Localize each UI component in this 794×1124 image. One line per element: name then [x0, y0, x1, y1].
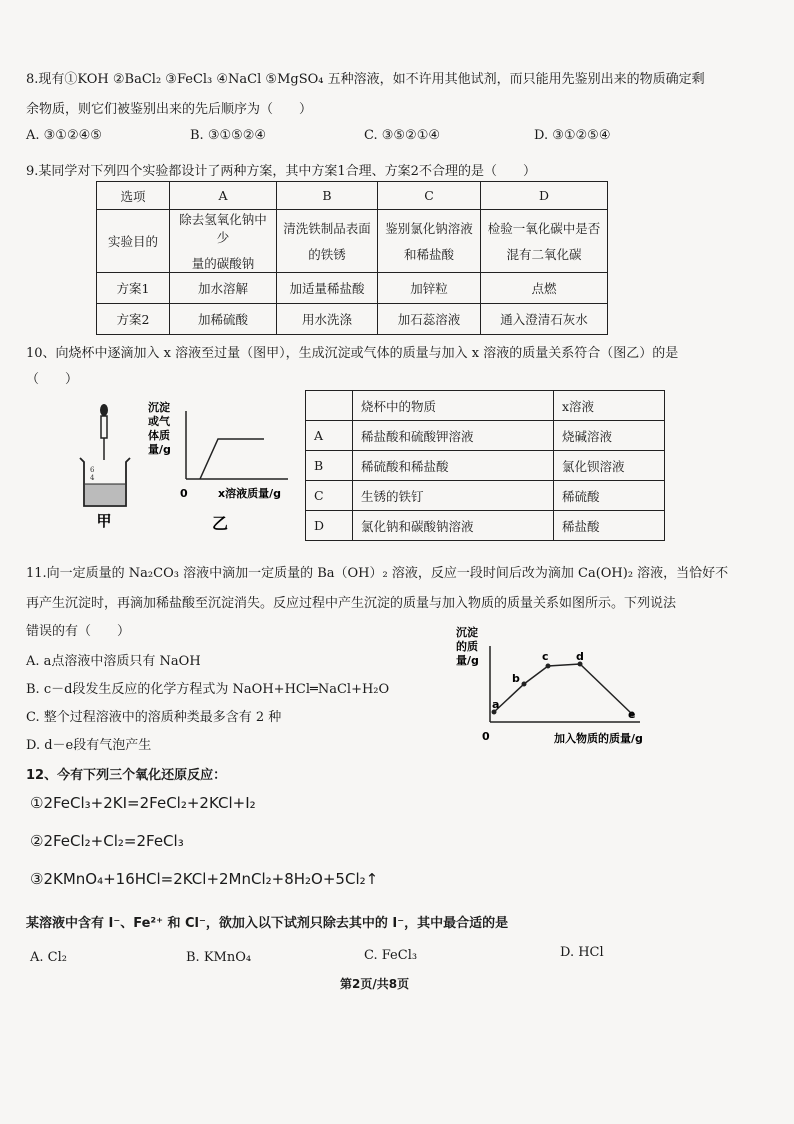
q8-option-c: C. ③⑤②①④: [364, 128, 441, 143]
q9-purpose-b: [277, 210, 378, 273]
q11-ylabel: 沉淀: [456, 626, 478, 639]
q9-plan2-cell: 通入澄清石灰水: [481, 304, 608, 335]
q10-graph: [140, 395, 300, 535]
q11-stem-line3: 错误的有（ ）: [26, 624, 131, 639]
svg-text:6: 6: [90, 466, 95, 474]
q11-option-c: C. 整个过程溶液中的溶质种类最多含有 2 种: [26, 710, 282, 725]
q10-ylabel: 沉淀: [148, 401, 170, 414]
q10-xlabel: x溶液质量/g: [218, 487, 281, 500]
q9-plan1-cell: 加适量稀盐酸: [277, 273, 378, 304]
q12-question: 某溶液中含有 I⁻、Fe²⁺ 和 Cl⁻，欲加入以下试剂只除去其中的 I⁻，其中最合适的是: [26, 916, 509, 931]
q9-purpose-a-line: 量的碳酸钠: [191, 256, 255, 271]
q10-stem: 10、向烧杯中逐滴加入 x 溶液至过量（图甲），生成沉淀或气体的质量与加入 x 溶液的质量关系符合（图乙）的是: [26, 346, 679, 361]
q10-cell: 稀盐酸: [554, 511, 665, 541]
q9-plan1-label: 方案1: [97, 273, 170, 304]
q12-option-d: D. HCl: [560, 945, 604, 960]
q9-purpose-c-line: 和稀盐酸: [403, 247, 454, 262]
q9-plan1-cell: 加锌粒: [378, 273, 481, 304]
q11-stem-line2: 再产生沉淀时，再滴加稀盐酸至沉淀消失。反应过程中产生沉淀的质量与加入物质的质量关系如图所示。下列说法: [26, 596, 677, 611]
q9-purpose-a: [170, 210, 277, 273]
q10-curve: [200, 439, 264, 479]
q9-plan2-row: [97, 304, 608, 335]
q10-ylabel: 体质: [148, 429, 170, 442]
q9-purpose-d-line: 混有二氧化碳: [506, 247, 582, 262]
q11-option-d: D. d－e段有气泡产生: [26, 738, 152, 753]
q10-table: [305, 390, 665, 541]
q10-cell: 稀硫酸和稀盐酸: [353, 451, 554, 481]
q11-label-d: d: [576, 650, 584, 663]
page-footer: 第2页/共8页: [340, 977, 410, 991]
q8-stem-line1: 8.现有①KOH ②BaCl₂ ③FeCl₃ ④NaCl ⑤MgSO₄ 五种溶液，如不许用其他试剂，而只能用先鉴别出来的物质确定剩: [26, 72, 705, 87]
q12-equation-3: ③2KMnO₄+16HCl=2KCl+2MnCl₂+8H₂O+5Cl₂↑: [30, 870, 379, 888]
q10-row-c: [306, 481, 665, 511]
svg-text:4: 4: [90, 474, 95, 482]
q12-equation-1: ①2FeCl₃+2KI=2FeCl₂+2KCl+I₂: [30, 794, 256, 812]
q9-plan2-cell: 用水洗涤: [277, 304, 378, 335]
q10-row-a: [306, 421, 665, 451]
q9-plan2-cell: 加石蕊溶液: [378, 304, 481, 335]
q10-origin: 0: [180, 487, 188, 500]
q8-option-a: A. ③①②④⑤: [26, 128, 102, 143]
q10-header-cell: [306, 391, 353, 421]
q11-ylabel: 量/g: [456, 654, 479, 667]
q9-table: [96, 181, 608, 335]
q10-cell: A: [306, 421, 353, 451]
q10-header-cell: 烧杯中的物质: [353, 391, 554, 421]
q8-stem-line2: 余物质，则它们被鉴别出来的先后顺序为（ ）: [26, 102, 313, 117]
q11-point-b: [522, 682, 527, 687]
q11-label-c: c: [542, 650, 549, 663]
q9-header-cell: B: [277, 182, 378, 210]
q11-option-a: A. a点溶液中溶质只有 NaOH: [26, 654, 201, 669]
q12-option-b: B. KMnO₄: [186, 950, 252, 965]
q10-ylabel: 量/g: [148, 443, 171, 456]
q9-purpose-c-line: 鉴别氯化钠溶液: [385, 221, 473, 236]
q11-point-c: [546, 664, 551, 669]
q10-cell: 生锈的铁钉: [353, 481, 554, 511]
q10-header-row: [306, 391, 665, 421]
q9-header-cell: A: [170, 182, 277, 210]
q9-purpose-label: 实验目的: [97, 210, 170, 273]
q12-option-c: C. FeCl₃: [364, 948, 418, 963]
q9-plan1-row: [97, 273, 608, 304]
q10-cell: 稀盐酸和硫酸钾溶液: [353, 421, 554, 451]
beaker-icon: [80, 458, 130, 506]
dropper-icon: [100, 404, 108, 460]
q11-graph: [450, 622, 660, 752]
q11-ylabel: 的质: [456, 640, 478, 653]
q10-row-d: [306, 511, 665, 541]
q10-cell: 氯化钠和碳酸钠溶液: [353, 511, 554, 541]
q11-option-b: B. c－d段发生反应的化学方程式为 NaOH+HCl═NaCl+H₂O: [26, 682, 390, 697]
q10-cell: 稀硫酸: [554, 481, 665, 511]
q9-plan2-cell: 加稀硫酸: [170, 304, 277, 335]
q9-header-cell: C: [378, 182, 481, 210]
q9-purpose-c: [378, 210, 481, 273]
q9-stem: 9.某同学对下列四个实验都设计了两种方案，其中方案1合理、方案2不合理的是（ ）: [26, 164, 536, 179]
q9-purpose-a-line: 除去氢氧化钠中少: [179, 212, 267, 245]
q10-ylabel: 或气: [148, 415, 170, 428]
q12-equation-2: ②2FeCl₂+Cl₂=2FeCl₃: [30, 832, 184, 850]
q9-header-row: [97, 182, 608, 210]
q9-purpose-row: [97, 210, 608, 273]
q9-plan2-label: 方案2: [97, 304, 170, 335]
q8-option-b: B. ③①⑤②④: [190, 128, 267, 143]
beaker-dropper-figure: [60, 398, 150, 538]
q11-stem-line1: 11.向一定质量的 Na₂CO₃ 溶液中滴加一定质量的 Ba（OH）₂ 溶液，反应一段时间后改为滴加 Ca(OH)₂ 溶液，当恰好不: [26, 566, 729, 581]
q10-stem-line2: （ ）: [26, 372, 79, 387]
q10-row-b: [306, 451, 665, 481]
q10-cell: D: [306, 511, 353, 541]
q9-header-cell: 选项: [97, 182, 170, 210]
fig-yi-label: 乙: [212, 514, 229, 533]
q11-origin: 0: [482, 730, 490, 743]
q11-label-a: a: [492, 698, 500, 711]
q11-label-e: e: [628, 708, 636, 721]
q10-header-cell: x溶液: [554, 391, 665, 421]
q9-plan1-cell: 点燃: [481, 273, 608, 304]
q10-cell: B: [306, 451, 353, 481]
q9-plan1-cell: 加水溶解: [170, 273, 277, 304]
q10-cell: 氯化钡溶液: [554, 451, 665, 481]
q9-purpose-b-line: 的铁锈: [308, 247, 346, 262]
q10-cell: 烧碱溶液: [554, 421, 665, 451]
q11-xlabel: 加入物质的质量/g: [554, 732, 643, 745]
q11-label-b: b: [512, 672, 520, 685]
q12-option-a: A. Cl₂: [30, 950, 67, 965]
q10-cell: C: [306, 481, 353, 511]
fig-jia-label: 甲: [96, 512, 112, 530]
q9-purpose-b-line: 清洗铁制品表面: [283, 221, 371, 236]
q12-stem: 12、今有下列三个氧化还原反应：: [26, 768, 227, 783]
q9-purpose-d: [481, 210, 608, 273]
q8-option-d: D. ③①②⑤④: [534, 128, 611, 143]
q9-header-cell: D: [481, 182, 608, 210]
q9-purpose-d-line: 检验一氧化碳中是否: [487, 221, 601, 236]
